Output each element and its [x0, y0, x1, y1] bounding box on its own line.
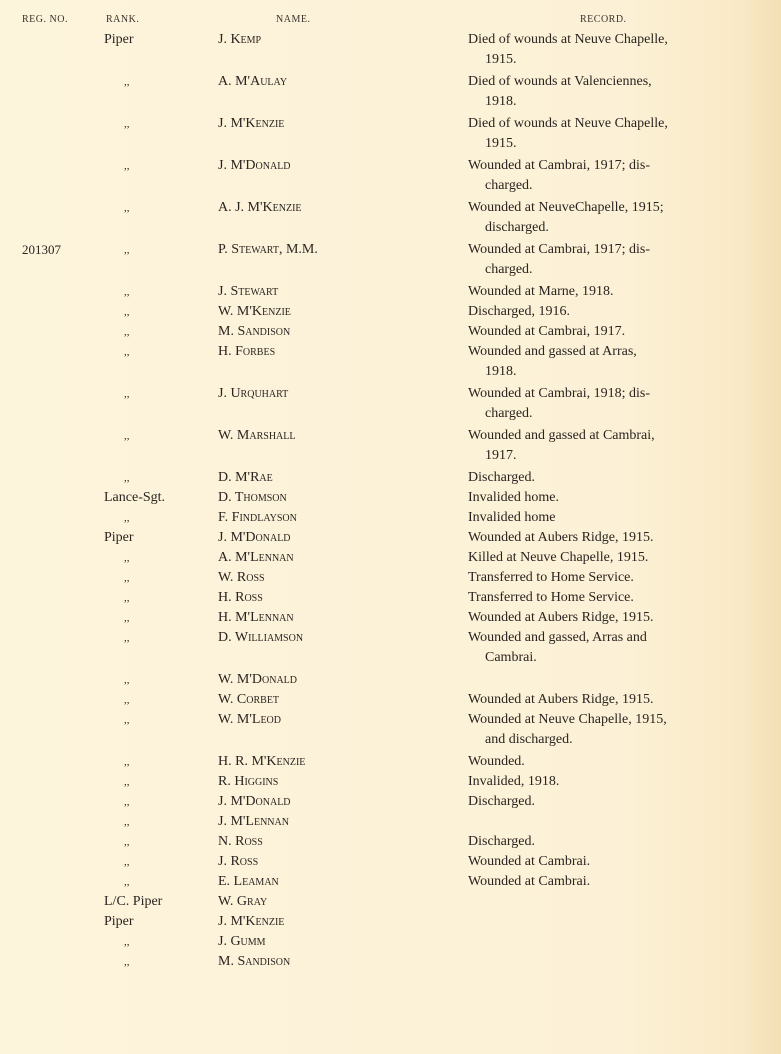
table-row — [0, 792, 781, 812]
rank-cell: ,, — [124, 876, 130, 888]
table-row — [0, 548, 781, 568]
record-cell: Wounded at Aubers Ridge, 1915. — [468, 692, 654, 707]
name-cell: J. Stewart — [218, 284, 279, 299]
name-cell: M. Sandison — [218, 954, 291, 969]
rank-cell: ,, — [124, 756, 130, 768]
name-cell: H. Ross — [218, 590, 263, 605]
rank-cell: ,, — [124, 76, 130, 88]
name-cell: J. M'Kenzie — [218, 116, 285, 131]
name-cell: J. Gumm — [218, 934, 266, 949]
table-row — [0, 690, 781, 710]
table-row — [0, 322, 781, 342]
record-continuation: charged. — [485, 262, 533, 277]
rank-cell: ,, — [124, 306, 130, 318]
rank-cell: ,, — [124, 632, 130, 644]
record-cell: Discharged. — [468, 794, 535, 809]
table-row — [0, 426, 781, 463]
name-cell: W. M'Kenzie — [218, 304, 291, 319]
record-continuation: 1915. — [485, 136, 517, 151]
name-cell: J. M'Donald — [218, 794, 291, 809]
name-cell: J. Ross — [218, 854, 259, 869]
name-cell: J. M'Kenzie — [218, 914, 285, 929]
record-cell: Wounded and gassed at Arras, — [468, 344, 637, 359]
name-cell: W. Ross — [218, 570, 265, 585]
rank-cell: ,, — [124, 836, 130, 848]
table-row — [0, 240, 781, 277]
record-cell: Invalided home. — [468, 490, 559, 505]
rank-cell: ,, — [124, 572, 130, 584]
rank-cell: Piper — [104, 32, 134, 47]
header-name: NAME. — [276, 14, 311, 25]
record-cell: Wounded at Aubers Ridge, 1915. — [468, 610, 654, 625]
table-row — [0, 710, 781, 747]
name-cell: D. Thomson — [218, 490, 287, 505]
record-cell: Discharged. — [468, 470, 535, 485]
rank-cell: ,, — [124, 430, 130, 442]
name-cell: F. Findlayson — [218, 510, 297, 525]
record-cell: Invalided home — [468, 510, 556, 525]
record-cell: Wounded at Cambrai, 1917; dis- — [468, 158, 651, 173]
name-cell: W. Gray — [218, 894, 268, 909]
record-cell: Died of wounds at Valenciennes, — [468, 74, 652, 89]
header-rank: RANK. — [106, 14, 140, 25]
table-row — [0, 468, 781, 488]
rank-cell: ,, — [124, 592, 130, 604]
rank-cell: ,, — [124, 552, 130, 564]
rank-cell: ,, — [124, 160, 130, 172]
table-row — [0, 342, 781, 379]
record-cell: Wounded at Cambrai. — [468, 854, 591, 869]
record-continuation: Cambrai. — [485, 650, 537, 665]
name-cell: R. Higgins — [218, 774, 279, 789]
table-row — [0, 608, 781, 628]
name-cell: H. M'Lennan — [218, 610, 294, 625]
rank-cell: ,, — [124, 956, 130, 968]
table-row — [0, 568, 781, 588]
table-row — [0, 508, 781, 528]
record-cell: Wounded at Cambrai, 1917. — [468, 324, 626, 339]
rank-cell: ,, — [124, 856, 130, 868]
rank-cell: ,, — [124, 346, 130, 358]
rank-cell: ,, — [124, 286, 130, 298]
rank-cell: ,, — [124, 388, 130, 400]
record-continuation: and discharged. — [485, 732, 573, 747]
table-row — [0, 282, 781, 302]
record-continuation: 1917. — [485, 448, 517, 463]
table-row — [0, 872, 781, 892]
record-continuation: discharged. — [485, 220, 549, 235]
table-row — [0, 772, 781, 792]
rank-cell: ,, — [124, 776, 130, 788]
rank-cell: ,, — [124, 118, 130, 130]
name-cell: J. M'Donald — [218, 530, 291, 545]
name-cell: W. Corbet — [218, 692, 280, 707]
rank-cell: ,, — [124, 612, 130, 624]
name-cell: W. Marshall — [218, 428, 296, 443]
header-reg-no: REG. NO. — [22, 14, 68, 25]
rank-cell: ,, — [124, 326, 130, 338]
rank-cell: Lance-Sgt. — [104, 490, 166, 505]
table-row — [0, 952, 781, 972]
rank-cell: ,, — [124, 244, 130, 256]
record-continuation: 1915. — [485, 52, 517, 67]
record-cell: Died of wounds at Neuve Chapelle, — [468, 116, 668, 131]
record-cell: Discharged, 1916. — [468, 304, 570, 319]
name-cell: J. M'Lennan — [218, 814, 289, 829]
table-row — [0, 832, 781, 852]
rank-cell: Piper — [104, 914, 134, 929]
table-row — [0, 670, 781, 690]
table-row — [0, 752, 781, 772]
rank-cell: ,, — [124, 694, 130, 706]
record-cell: Wounded at Marne, 1918. — [468, 284, 614, 299]
record-cell: Wounded at NeuveChapelle, 1915; — [468, 200, 664, 215]
header-record: RECORD. — [580, 14, 627, 25]
record-continuation: 1918. — [485, 94, 517, 109]
table-row — [0, 198, 781, 235]
table-row — [0, 72, 781, 109]
table-row — [0, 528, 781, 548]
name-cell: J. Kemp — [218, 32, 262, 47]
rank-cell: ,, — [124, 512, 130, 524]
table-row — [0, 852, 781, 872]
table-row — [0, 912, 781, 932]
name-cell: A. M'Aulay — [218, 74, 288, 89]
record-continuation: charged. — [485, 406, 533, 421]
rank-cell: ,, — [124, 202, 130, 214]
name-cell: W. M'Donald — [218, 672, 298, 687]
table-row — [0, 302, 781, 322]
record-cell: Wounded at Cambrai. — [468, 874, 591, 889]
record-cell: Transferred to Home Service. — [468, 590, 634, 605]
rank-cell: ,, — [124, 936, 130, 948]
table-row — [0, 812, 781, 832]
name-cell: D. M'Rae — [218, 470, 273, 485]
record-cell: Wounded at Cambrai, 1918; dis- — [468, 386, 651, 401]
name-cell: E. Leaman — [218, 874, 279, 889]
record-cell: Killed at Neuve Chapelle, 1915. — [468, 550, 649, 565]
record-cell: Wounded and gassed, Arras and — [468, 630, 647, 645]
rank-cell: ,, — [124, 674, 130, 686]
record-cell: Transferred to Home Service. — [468, 570, 634, 585]
table-row — [0, 892, 781, 912]
name-cell: J. Urquhart — [218, 386, 289, 401]
name-cell: H. Forbes — [218, 344, 276, 359]
record-continuation: 1918. — [485, 364, 517, 379]
record-cell: Wounded. — [468, 754, 525, 769]
name-cell: P. Stewart, M.M. — [218, 242, 318, 257]
name-cell: A. J. M'Kenzie — [218, 200, 302, 215]
name-cell: M. Sandison — [218, 324, 291, 339]
table-row — [0, 114, 781, 151]
rank-cell: Piper — [104, 530, 134, 545]
name-cell: D. Williamson — [218, 630, 304, 645]
table-row — [0, 488, 781, 508]
record-cell: Wounded at Neuve Chapelle, 1915, — [468, 712, 667, 727]
rank-cell: ,, — [124, 472, 130, 484]
reg-no-cell: 201307 — [22, 242, 61, 257]
record-cell: Wounded at Aubers Ridge, 1915. — [468, 530, 654, 545]
table-row — [0, 588, 781, 608]
table-row — [0, 932, 781, 952]
rank-cell: ,, — [124, 796, 130, 808]
rank-cell: L/C. Piper — [104, 894, 163, 909]
record-cell: Wounded and gassed at Cambrai, — [468, 428, 655, 443]
table-row — [0, 628, 781, 665]
name-cell: A. M'Lennan — [218, 550, 294, 565]
record-continuation: charged. — [485, 178, 533, 193]
record-cell: Invalided, 1918. — [468, 774, 560, 789]
name-cell: W. M'Leod — [218, 712, 282, 727]
table-row — [0, 30, 781, 67]
record-cell: Discharged. — [468, 834, 535, 849]
record-cell: Wounded at Cambrai, 1917; dis- — [468, 242, 651, 257]
rank-cell: ,, — [124, 714, 130, 726]
record-cell: Died of wounds at Neuve Chapelle, — [468, 32, 668, 47]
rank-cell: ,, — [124, 816, 130, 828]
table-row — [0, 384, 781, 421]
table-row — [0, 156, 781, 193]
name-cell: N. Ross — [218, 834, 263, 849]
name-cell: H. R. M'Kenzie — [218, 754, 306, 769]
name-cell: J. M'Donald — [218, 158, 291, 173]
